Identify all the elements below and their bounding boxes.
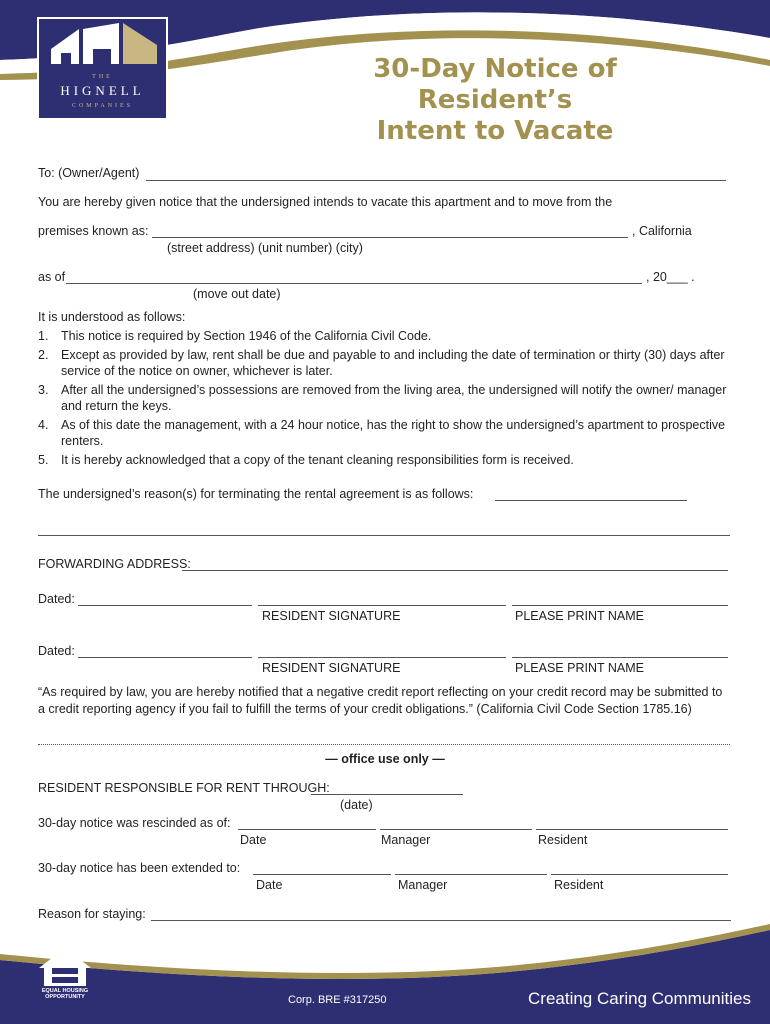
equal-housing-icon: [35, 946, 95, 988]
hignell-logo: [37, 17, 168, 120]
reasons-field-2[interactable]: [38, 535, 730, 536]
move-out-sub-label: (move out date): [193, 287, 281, 301]
premises-sub-label: (street address) (unit number) (city): [167, 241, 363, 255]
reasons-field[interactable]: [495, 500, 687, 501]
reason-staying-field[interactable]: [151, 920, 731, 921]
notice-text: You are hereby given notice that the undersigned intends to vacate this apartment and to move from the: [38, 195, 613, 209]
extended-resident-field[interactable]: [551, 874, 728, 875]
rescinded-manager-field[interactable]: [380, 829, 532, 830]
title-line-1: 30-Day Notice of Resident’s: [373, 54, 617, 115]
term-number: 3.: [38, 383, 49, 397]
logo-companies: COMPANIES: [71, 103, 134, 109]
dated-label-1: Dated:: [38, 592, 75, 606]
premises-field[interactable]: [152, 237, 628, 238]
to-field[interactable]: [146, 180, 726, 181]
extended-resident-sub: Resident: [554, 878, 604, 892]
move-out-date-field[interactable]: [66, 283, 642, 284]
term-text: This notice is required by Section 1946 of the California Civil Code.: [61, 329, 432, 343]
term-text: After all the undersigned’s possessions are removed from the living area, the undersigned will notify the owner/ manager and return the keys.: [61, 383, 727, 413]
office-use-heading: — office use only —: [325, 752, 445, 766]
extended-manager-sub: Manager: [398, 878, 448, 892]
dated-field-1[interactable]: [78, 605, 252, 606]
rent-through-date-sub: (date): [340, 798, 373, 812]
forwarding-address-field[interactable]: [182, 570, 728, 571]
extended-date-sub: Date: [256, 878, 283, 892]
rescinded-resident-sub: Resident: [538, 833, 588, 847]
term-item: [38, 347, 738, 379]
forwarding-label: FORWARDING ADDRESS:: [38, 557, 191, 571]
rent-through-label: RESIDENT RESPONSIBLE FOR RENT THROUGH:: [38, 781, 330, 795]
understood-heading: It is understood as follows:: [38, 310, 186, 324]
term-number: 5.: [38, 453, 49, 467]
term-number: 1.: [38, 329, 49, 343]
print-name-label-2: PLEASE PRINT NAME: [515, 661, 644, 675]
logo-the: THE: [92, 74, 113, 80]
equal-housing-text: EQUAL HOUSING OPPORTUNITY: [41, 988, 89, 1000]
rescinded-resident-field[interactable]: [536, 829, 728, 830]
logo-name: HIGNELL: [60, 83, 145, 98]
as-of-year: , 20___ .: [646, 270, 695, 284]
building-logo-icon: [39, 19, 166, 79]
term-item: [38, 452, 738, 468]
resident-signature-label-2: RESIDENT SIGNATURE: [262, 661, 401, 675]
as-of-label: as of: [38, 270, 66, 284]
rescinded-date-field[interactable]: [238, 829, 376, 830]
resident-signature-label-1: RESIDENT SIGNATURE: [262, 609, 401, 623]
title-line-2: Intent to Vacate: [376, 116, 614, 146]
extended-label: 30-day notice has been extended to:: [38, 861, 241, 875]
resident-signature-field-2[interactable]: [258, 657, 506, 658]
rent-through-field[interactable]: [311, 794, 463, 795]
term-number: 2.: [38, 348, 49, 362]
to-label: To: (Owner/Agent): [38, 166, 140, 180]
term-text: As of this date the management, with a 24 hour notice, has the right to show the undersigned’s apartment to prospective renters.: [61, 418, 726, 448]
print-name-label-1: PLEASE PRINT NAME: [515, 609, 644, 623]
office-divider: [38, 744, 730, 745]
print-name-field-1[interactable]: [512, 605, 728, 606]
footer-slogan: Creating Caring Communities: [528, 989, 751, 1008]
rescinded-label: 30-day notice was rescinded as of:: [38, 816, 231, 830]
term-item: [38, 382, 738, 414]
term-item: [38, 417, 738, 449]
rescinded-date-sub: Date: [240, 833, 267, 847]
term-number: 4.: [38, 418, 49, 432]
extended-manager-field[interactable]: [395, 874, 547, 875]
premises-state: , California: [632, 224, 692, 238]
equal-housing-logo: [35, 946, 95, 1001]
rescinded-manager-sub: Manager: [381, 833, 431, 847]
print-name-field-2[interactable]: [512, 657, 728, 658]
term-text: It is hereby acknowledged that a copy of the tenant cleaning responsibilities form is received.: [61, 453, 574, 467]
term-item: [38, 328, 738, 344]
footer-bre: Corp. BRE #317250: [288, 994, 387, 1006]
reasons-label: The undersigned’s reason(s) for terminating the rental agreement is as follows:: [38, 487, 474, 501]
premises-label: premises known as:: [38, 224, 149, 238]
dated-field-2[interactable]: [78, 657, 252, 658]
resident-signature-field-1[interactable]: [258, 605, 506, 606]
reason-staying-label: Reason for staying:: [38, 907, 146, 921]
dated-label-2: Dated:: [38, 644, 75, 658]
page-title: [300, 54, 690, 147]
term-text: Except as provided by law, rent shall be due and payable to and including the date of termination or thirty (30) days after service of the notice on owner, whichever is later.: [61, 348, 725, 378]
extended-date-field[interactable]: [253, 874, 391, 875]
credit-notice: “As required by law, you are hereby notified that a negative credit report reflecting on your credit record may be submitted to a credit reporting agency if you fail to fulfill the terms of your credit obligations.” (California Civil Code Section 1785.16): [38, 685, 723, 716]
terms-list: [38, 328, 738, 471]
